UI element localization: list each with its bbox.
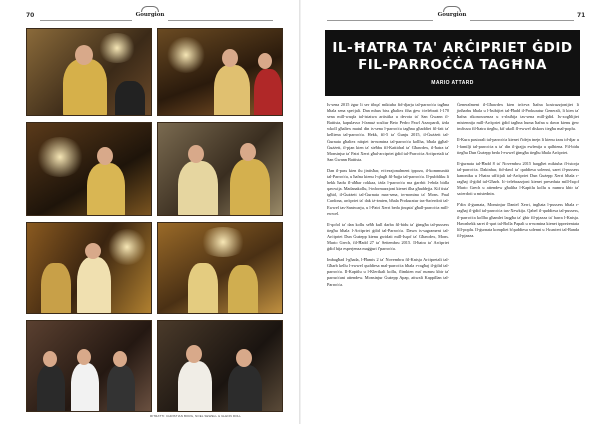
photo-figure-head [97,147,113,165]
photo-reception-group [26,320,152,412]
paragraph: Il-Kura pastorali tal-parroċċa kienet f'idejn tnejn li kienu żaru id-djar u l-familji tal-parroċċa u ta' din il-ġrajja ewlenija u qalbiena. Fil-bidu tiegħu Dun Ġużepp beda l-ewwel ġimgħa tiegħu bħala Arċipriet. [457,137,579,155]
paragraph: Il-qofol ta' dan kollu seħħ kull darba fil-bidu ta' ġimgħa tal-pussess tiegħu bħala l-Arċipriet ġdid tal-Parroċċa. Dawn is-sagrament tal-Arċipriet Dun Ġużepp kienu gwidati mill-Isqof ta' Għawdex, Mons. Mario Grech, fil-Ħadd 27 ta' Settembru 2015. Il-ħatra ta' Arċipriet ġdid hija esperjenza maġġuri f'parroċċa. [327,221,449,252]
photo-altar-glow [198,227,248,257]
photo-figure-head [236,349,252,367]
left-magazine-logo [134,6,166,18]
page-gutter [299,0,301,424]
photo-figure-head [75,45,93,65]
photo-figure-head [186,345,202,363]
photo-clergy-at-altar [157,222,283,314]
photo-candle-glow [166,37,206,73]
photo-figure-head [258,53,272,69]
article-title-line-1: IL-ĦATRA TA' ARĊIPRIET ĠDID [332,40,573,56]
photo-figure-head [240,143,256,161]
photo-figure-suit [107,365,135,412]
photo-figure-vestment [41,263,71,314]
left-logo-text: Gourgion [135,12,165,18]
photo-figure-vestment [230,159,270,216]
photo-figure-head [77,349,91,365]
paragraph: Dan il-pass kien ilu jintisħar, eċċezzjonalment ippoza, il-kommunità tal-Parroċċa, u ħafna kienu l-qlugħ fil-ħajja tal-parroċċa. Il-pubbliku li hekk ħadu fl-aħħar rokkaa, iżda l-parroċċa ma ġarrbit l-ebda bidla qawwija. Madanakollu, l-informazzjoni kienet ilha għaddejja. Kif tista' tgħid, il-Ġużżett tal-Ġurnata mas-sena, in-nomina ta' Mons. Paul Cardona, arċipriet ta' dak iż-żmien, bħala Prokuratur tas-Saċerdoti tal-Ewwel tas-Santwarju, u l-Patri Xerri beda jinqata' għall-parroċċa mill-ewwel. [327,167,450,216]
photo-figure-suit [228,365,262,412]
photo-figure-head [85,243,101,259]
paragraph: Imbagħad l-għada, l-Ħamis 2 ta' Novembru fil-Knisja Arċipretali tal-Għarb kellu l-ewwel quddiesa mal-parroċċa bħala r-ragħaj il-ġdid tal-parroċċa. Il-Kapitlu u l-Klerikali kollu, flimkien ma' numru kbir ta' parruċċani attendew. Monsinjur Ġużepp Apap, attwali Kappillan tal-Parroċċa. [327,257,449,287]
photo-ceremony-procession [26,222,152,314]
paragraph: Ġeneralment il-Għawdex kien irċieva ħafna kostruzzjonijiet li jinħarbu bħala u l-ħsibijiet tal-Ħadd il-Prokuratur Ġenerali, li kien ta' ħafna rikonoxxenza u s-sbuħija tas-sena mill-ġdid. Ix-xogħlijiet mistennija mill-Arċipriet ġdid tagħna huma ħafna u dawn kienu ġew imfissra fil-ħatra tiegħu, kif ukoll fl-ewwel diskors tiegħu mal-poplu. [457,102,579,132]
photo-figure-vestment [178,161,218,216]
photo-figure-surplice [178,361,212,412]
paragraph: F'din il-ġurnata, Monsinjur Daniel Xerri, ingħata l-pussess bħala r-ragħaj il-ġdid tal-parroċċa tax-Xewkija. Qabel il-quddiesa tal-pussess, il-parroċċa kollha għamlet laqgħa ta' ġbir fil-pjazza ta' barra l-Knisja. Hawnhekk saret il-qari tal-Bolla Papali u n-nomina kienet ippreżentata lill-poplu. Il-ġurnata kompliet b'quddiesa solenni u l-kunċert tal-Banda fil-pjazza. [457,202,579,238]
article-column-1 [327,102,449,293]
photo-figure-surplice [71,363,99,412]
photo-figure-suit [37,365,65,412]
photo-lamp-glow [97,33,137,63]
right-magazine-logo [436,6,468,18]
photo-figure-head [222,49,238,67]
paragraph: Is-sena 2015 żgur li ser tibqa' miktuba fid-djarju tal-parroċċa tagħna bħala sena speċjali. Dan mhux biss għaliex fiha ġew ċċelebrati l-170 sena mill-waqfa tal-istatwa artistika u devota ta' San Ġwann il-Battista, kapulavur l-famuż scultur Beto Pedro Pawl Azzopardi, iżda wkoll għaliex matul din is-sena l-parroċċa tagħna għaddiet fil-fatt ta' kelliena tal-parroċċa. Hekk, fil-5 ta' Ġunju 2015, il-Ġużżett tal-Ġurnata għaliex nitqiet in-nomina tal-parroċċa kollha, bħala ġgħal-Ġużżett, il-pjan kien ta' sieħbu fil-Kattidral ta' Għawdex, il-ħatra ta' Monsinjur ta' Patri Xerri għal-arcipriet ġdid tal-Parroċċa Arċipretali ta' San Ġwann Battista. [327,102,449,162]
right-header-rule-b [470,20,574,21]
right-page-number: 71 [577,12,586,19]
photo-archpriest-at-lectern [26,28,152,116]
article-title-box [325,30,580,96]
photo-credit: RITRATTI: CHRISTIAN BORG, NOEL SEWELL & GLENN ROLL [150,414,242,418]
photo-altar-glow [35,137,85,177]
photo-figure-vestment [188,263,218,314]
right-logo-text: Gourgion [437,12,467,18]
photo-bishop-with-priests [157,28,283,116]
photo-figure-head [188,145,204,163]
right-header-rule-a [327,20,433,21]
photo-figure-vestment [77,257,111,314]
photo-figure-red-vestment [254,69,282,116]
left-header-rule-b [168,20,273,21]
photo-altar-celebration [26,122,152,216]
photo-figure-vestment [63,59,107,116]
photo-figure-head [43,351,57,367]
article-title [325,40,580,74]
photo-bishop-and-archpriest [157,122,283,216]
article-title-line-2: FIL-PARROĊĊA TAGĦNA [358,57,547,73]
photo-figure-vestment [214,65,250,116]
photo-figure-vestment [228,265,258,314]
photo-lectern [115,81,145,116]
left-header-rule-a [40,20,132,21]
photo-chandelier-glow [107,229,147,265]
article-column-2 [457,102,579,244]
photo-archpriest-greeting [157,320,283,412]
left-page-number: 70 [26,12,35,19]
paragraph: Il-ġurnata tal-Ħadd 8 ta' Novembru 2015 baqgħet miktuba fl-istorja tal-parroċċa. Dakinhar, fid-dawl ta' quddiesa solenni, saret il-pussess kanoniku u l-ħatra uffiċjali tal-Arċipriet Dun Ġużepp Xerri bħala r-ragħaj il-ġdid tal-Għarb. Iċ-ċelebrazzjoni kienet preseduta mill-Isqof Mario Grech u attendew għaliha l-Kapitlu kollu u numru kbir ta' saċerdoti u mistednin. [457,160,579,197]
photo-figure-head [113,351,127,367]
article-author: MARIO ATTARD [431,80,474,86]
photo-figure-vestment [87,163,125,216]
